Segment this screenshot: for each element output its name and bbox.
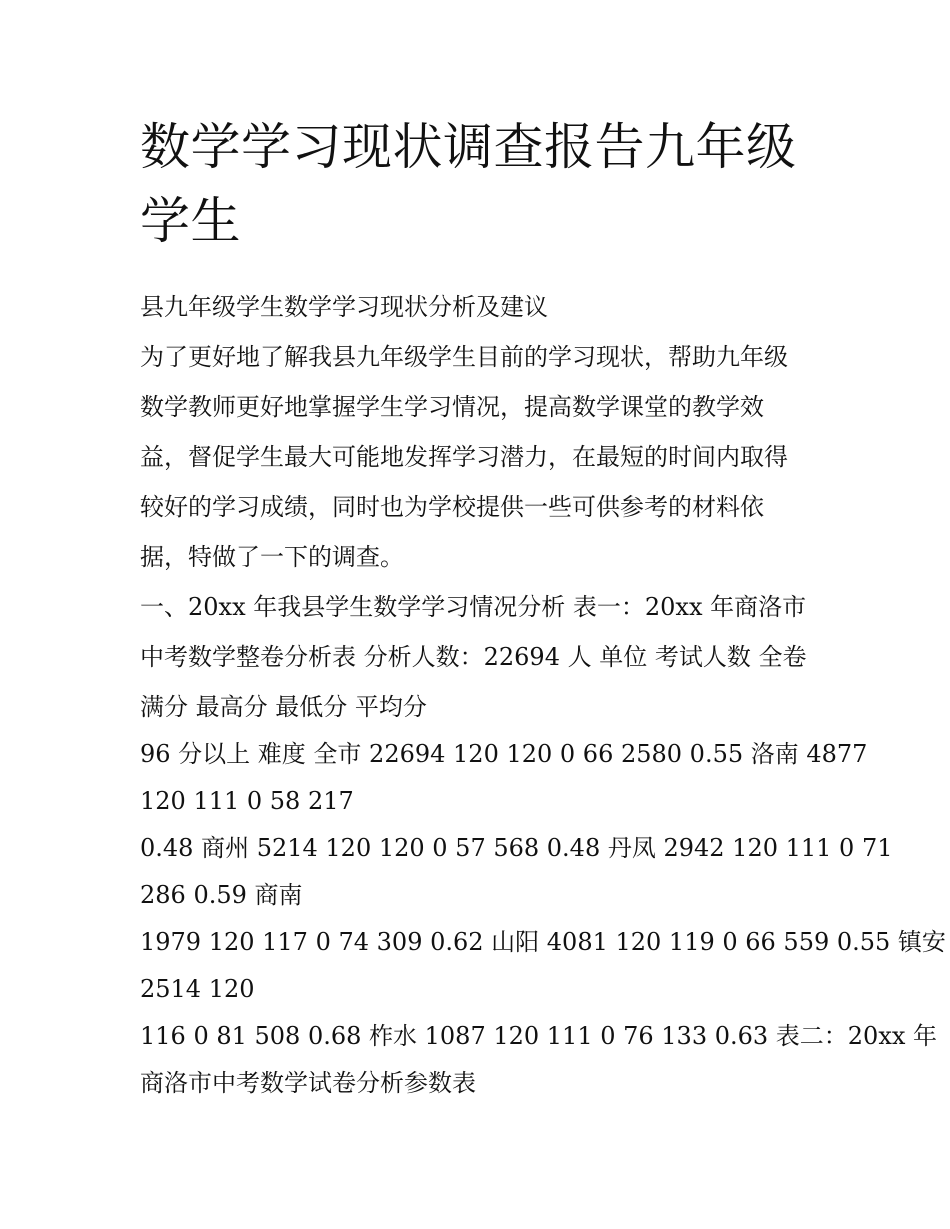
section-1-line-1: 一、20xx 年我县学生数学学习情况分析 表一：20xx 年商洛市 — [140, 593, 807, 621]
intro-paragraph — [140, 332, 820, 582]
table-line-7: 116 0 81 508 0.68 柞水 1087 120 111 0 76 133 0.63 表二：20xx 年 — [140, 1022, 938, 1050]
table-line-3: 0.48 商州 5214 120 120 0 57 568 0.48 丹凤 2942 120 111 0 71 — [140, 834, 893, 862]
intro-line-2: 数学教师更好地掌握学生学习情况，提高数学课堂的教学效 — [140, 393, 764, 421]
table-line-8: 商洛市中考数学试卷分析参数表 — [140, 1069, 476, 1097]
document-body — [140, 282, 946, 1108]
table-line-5: 1979 120 117 0 74 309 0.62 山阳 4081 120 119 0 66 559 0.55 镇安 — [140, 928, 946, 956]
intro-line-1: 为了更好地了解我县九年级学生目前的学习现状，帮助九年级 — [140, 343, 788, 371]
section-1-line-3: 满分 最高分 最低分 平均分 — [140, 693, 427, 721]
title-line-2: 学生 — [140, 192, 241, 250]
intro-line-3: 益，督促学生最大可能地发挥学习潜力，在最短的时间内取得 — [140, 443, 788, 471]
section-1-paragraph — [140, 582, 820, 732]
intro-line-5: 据，特做了一下的调查。 — [140, 543, 404, 571]
document-title — [140, 110, 840, 258]
table-line-6: 2514 120 — [140, 975, 255, 1003]
table-line-2: 120 111 0 58 217 — [140, 787, 354, 815]
subtitle: 县九年级学生数学学习现状分析及建议 — [140, 293, 548, 321]
table-text-block — [140, 732, 946, 1108]
intro-line-4: 较好的学习成绩，同时也为学校提供一些可供参考的材料依 — [140, 493, 764, 521]
title-line-1: 数学学习现状调查报告九年级 — [140, 118, 797, 176]
table-line-1: 96 分以上 难度 全市 22694 120 120 0 66 2580 0.55 洛南 4877 — [140, 740, 868, 768]
section-1-line-2: 中考数学整卷分析表 分析人数：22694 人 单位 考试人数 全卷 — [140, 643, 807, 671]
table-line-4: 286 0.59 商南 — [140, 881, 303, 909]
